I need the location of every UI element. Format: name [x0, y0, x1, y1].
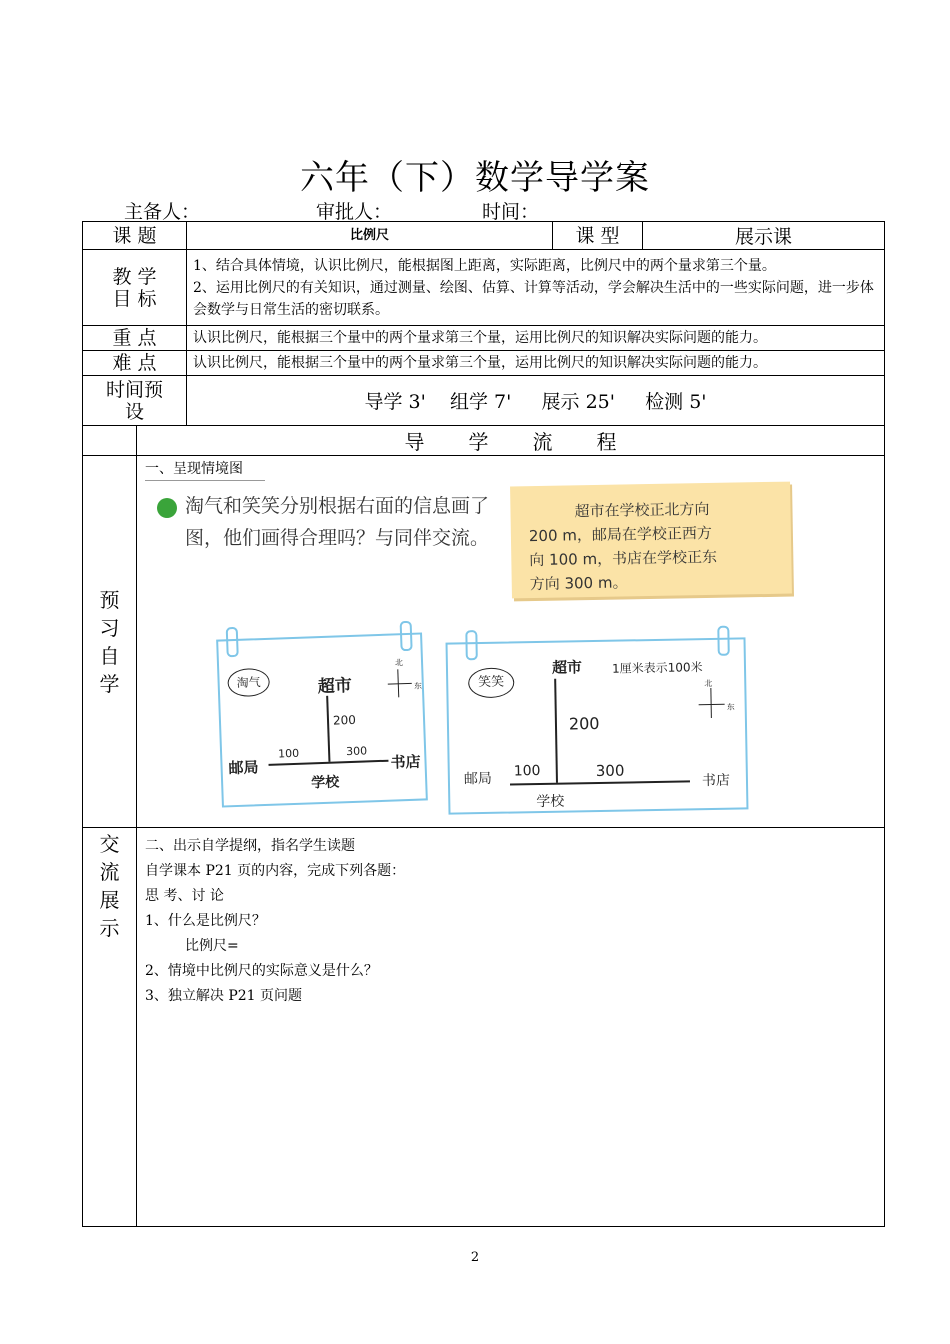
show-line: 自学课本 P21 页的内容，完成下列各题：	[145, 863, 406, 879]
topic-label: 课 题	[83, 222, 187, 250]
green-dot-icon	[157, 498, 177, 518]
goal-2: 2、运用比例尺的有关知识，通过测量、绘图、估算、计算等活动，学会解决生活中的一些实际问题，进一步体会数学与日常生活的密切联系。	[193, 279, 874, 318]
show-line: 思 考、讨 论	[145, 888, 224, 904]
goals-value	[187, 250, 885, 326]
xiaoxiao-supermarket: 超市	[551, 658, 583, 677]
show-line: 比例尺=	[185, 938, 239, 954]
show-content	[137, 828, 885, 1227]
taoqi-east: 东	[413, 681, 423, 691]
taoqi-north: 北	[394, 658, 404, 668]
clip-icon	[465, 630, 478, 660]
heading-underline	[145, 480, 265, 481]
goals-label-line2: 目 标	[112, 287, 157, 310]
flow-char: 流	[532, 430, 553, 454]
xiaoxiao-100: 100	[513, 762, 541, 780]
taoqi-card	[216, 632, 428, 807]
clip-icon	[717, 626, 730, 656]
time-plan-value: 导学 3' 组学 7' 展示 25' 检测 5'	[187, 376, 885, 426]
preview-label-char: 预	[99, 587, 120, 612]
compass-icon	[388, 683, 412, 685]
time-label: 时间：	[482, 201, 540, 223]
show-label-char: 交	[99, 832, 120, 856]
taoqi-200: 200	[332, 712, 357, 728]
meta-row	[0, 197, 950, 221]
type-value: 展示课	[643, 222, 885, 250]
xiaoxiao-north: 北	[704, 678, 713, 689]
preparer-label: 主备人：	[124, 201, 201, 223]
show-line: 2、情境中比例尺的实际意义是什么？	[145, 963, 378, 979]
preview-content	[137, 456, 885, 828]
xiaoxiao-post: 邮局	[463, 770, 493, 788]
flow-char: 导	[404, 430, 425, 454]
note-line: 超市在学校正北方向	[574, 499, 710, 521]
flow-char: 学	[468, 430, 489, 454]
key-label: 重 点	[83, 326, 187, 351]
clip-icon	[226, 627, 239, 657]
show-label-char: 流	[99, 860, 120, 884]
difficult-label: 难 点	[83, 351, 187, 376]
xiaoxiao-bookstore: 书店	[701, 772, 731, 790]
page-title: 六年（下）数学导学案	[300, 158, 650, 198]
preview-heading: 一、呈现情境图	[145, 461, 243, 477]
goal-1: 1、结合具体情境，认识比例尺，能根据图上距离，实际距离，比例尺中的两个量求第三个量。	[193, 257, 776, 274]
xiaoxiao-200: 200	[568, 713, 600, 734]
show-label	[83, 828, 137, 1227]
show-label-char: 展	[99, 888, 120, 912]
goals-label-line1: 教 学	[112, 265, 157, 288]
taoqi-post: 邮局	[228, 758, 259, 778]
flow-header-blank	[83, 426, 137, 456]
taoqi-name: 淘气	[227, 668, 270, 697]
time-plan-label-line2: 设	[125, 400, 145, 423]
show-label-char: 示	[99, 916, 120, 940]
xiaoxiao-axis-horizontal	[510, 780, 690, 785]
bubble-line-2: 图，他们画得合理吗？与同伴交流。	[185, 527, 490, 549]
preview-label-char: 习	[99, 615, 120, 640]
page-number: 2	[470, 1250, 480, 1265]
xiaoxiao-300: 300	[595, 761, 625, 781]
xiaoxiao-scale: 1厘米表示100米	[611, 660, 703, 676]
time-plan-label-line1: 时间预	[106, 378, 164, 401]
xiaoxiao-east: 东	[726, 702, 735, 712]
xiaoxiao-axis-vertical	[554, 679, 558, 783]
preview-label-char: 自	[99, 643, 120, 668]
xiaoxiao-name: 笑笑	[468, 667, 515, 698]
xiaoxiao-school: 学校	[536, 793, 565, 811]
note-line: 200 m，邮局在学校正西方	[528, 523, 713, 546]
flow-char: 程	[596, 430, 617, 454]
preview-label-char: 学	[99, 671, 120, 696]
approver-label: 审批人：	[316, 201, 393, 223]
clip-icon	[400, 621, 413, 651]
lesson-table	[82, 221, 885, 1227]
goals-label	[83, 250, 187, 326]
show-line: 1、什么是比例尺？	[145, 913, 266, 929]
flow-header	[137, 426, 885, 456]
time-plan-label	[83, 376, 187, 426]
topic-value: 比例尺	[187, 222, 553, 250]
show-line: 3、独立解决 P21 页问题	[145, 988, 303, 1004]
taoqi-bookstore: 书店	[390, 752, 421, 772]
xiaoxiao-card	[446, 637, 749, 814]
show-line: 二、出示自学提纲，指名学生读题	[145, 838, 355, 854]
note-line: 方向 300 m。	[529, 573, 628, 594]
bubble-line-1: 淘气和笑笑分别根据右面的信息画了	[185, 495, 490, 517]
preview-label	[83, 456, 137, 828]
difficult-value: 认识比例尺，能根据三个量中的两个量求第三个量，运用比例尺的知识解决实际问题的能力。	[187, 351, 885, 376]
note-line: 向 100 m，书店在学校正东	[529, 547, 718, 570]
taoqi-school: 学校	[310, 774, 340, 792]
taoqi-axis-vertical	[326, 696, 330, 762]
taoqi-300: 300	[345, 744, 368, 759]
info-note	[510, 482, 792, 599]
type-label: 课 型	[553, 222, 643, 250]
key-value: 认识比例尺，能根据三个量中的两个量求第三个量，运用比例尺的知识解决实际问题的能力。	[187, 326, 885, 351]
taoqi-100: 100	[277, 746, 300, 761]
taoqi-supermarket: 超市	[317, 675, 353, 698]
